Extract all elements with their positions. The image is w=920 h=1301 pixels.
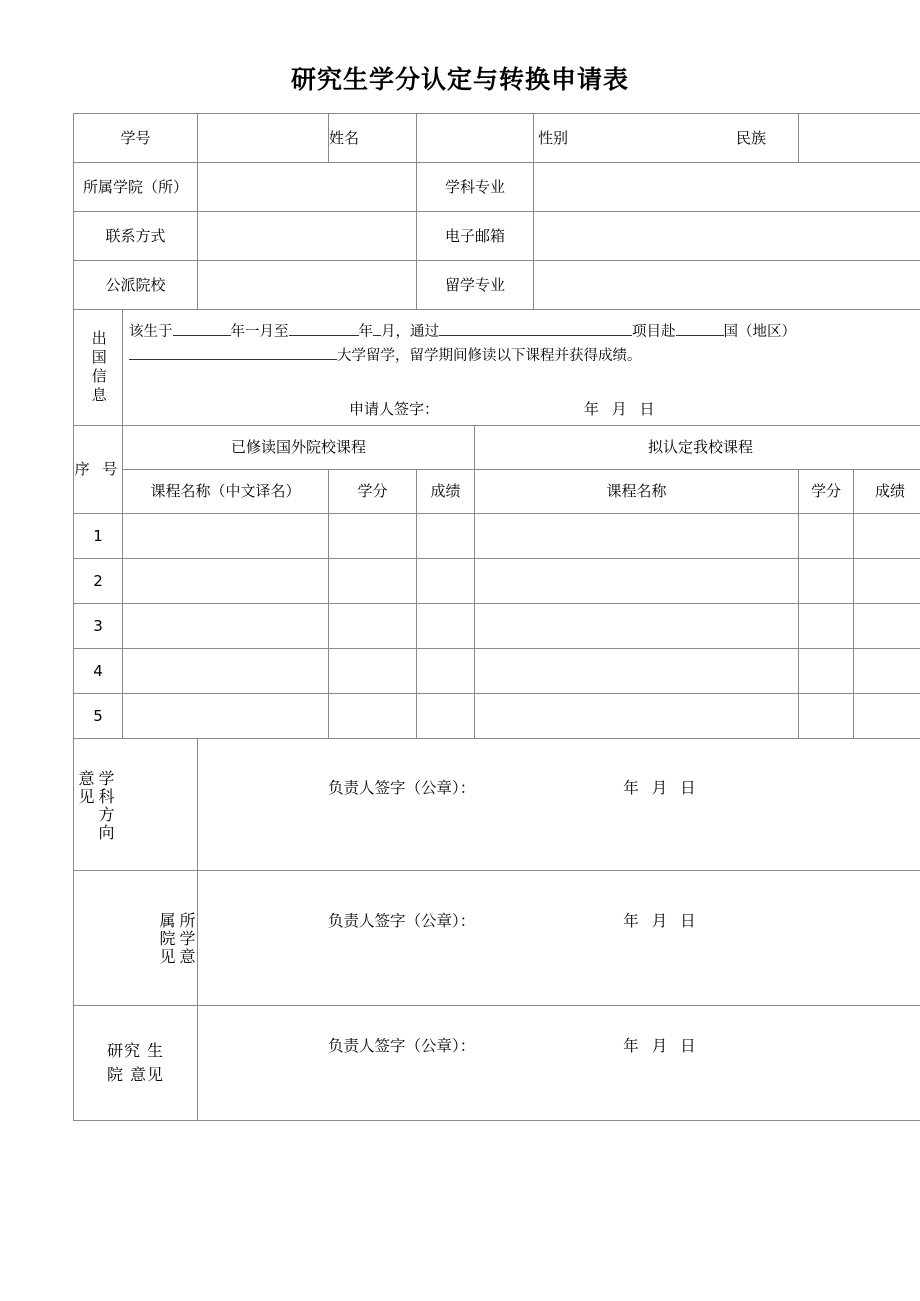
course-row-foreign-grade[interactable] xyxy=(417,514,475,559)
approval-graduate-school-signature-label: 负责人签字（公章）： xyxy=(328,1037,476,1056)
abroad-blank-university[interactable] xyxy=(129,345,337,361)
course-row-home-name[interactable] xyxy=(475,649,799,694)
abroad-text-5: 项目赴 xyxy=(632,323,676,340)
course-row-home-name[interactable] xyxy=(475,694,799,739)
label-abroad-info-text: 出国信息 xyxy=(89,329,108,406)
course-row-foreign-credit[interactable] xyxy=(329,559,417,604)
header-home-grade: 成绩 xyxy=(854,470,920,514)
info-row-identity xyxy=(74,114,920,163)
value-student-id[interactable] xyxy=(198,114,329,163)
abroad-text-1: 该生于 xyxy=(129,323,173,340)
approval-graduate-school-row xyxy=(74,1006,920,1121)
label-graduate-school-line2: 院 意见 xyxy=(106,1065,165,1084)
course-row-home-grade[interactable] xyxy=(854,559,920,604)
label-sponsor-school: 公派院校 xyxy=(74,261,198,310)
approval-college-date[interactable]: 年 月 日 xyxy=(623,912,700,931)
label-discipline-major: 学科专业 xyxy=(417,163,534,212)
course-row-seq: 2 xyxy=(74,559,123,604)
value-ethnicity[interactable] xyxy=(799,114,920,163)
course-group-header-row xyxy=(74,426,920,470)
cell-gender-ethnicity xyxy=(534,114,799,163)
value-student-name[interactable] xyxy=(417,114,534,163)
abroad-blank-end-month[interactable] xyxy=(373,320,381,336)
info-row-sponsor-school xyxy=(74,261,920,310)
course-row-foreign-grade[interactable] xyxy=(417,649,475,694)
label-college-opinion-left: 属院见 xyxy=(157,912,177,966)
label-email: 电子邮箱 xyxy=(417,212,534,261)
abroad-blank-country[interactable] xyxy=(676,320,724,336)
course-row-home-grade[interactable] xyxy=(854,649,920,694)
label-graduate-school-opinion xyxy=(74,1006,198,1121)
value-college[interactable] xyxy=(198,163,417,212)
approval-graduate-school-content[interactable] xyxy=(198,1006,920,1121)
course-sub-header-row xyxy=(74,470,920,514)
label-contact: 联系方式 xyxy=(74,212,198,261)
value-sponsor-school[interactable] xyxy=(198,261,417,310)
course-row-home-name[interactable] xyxy=(475,559,799,604)
course-row-home-name[interactable] xyxy=(475,604,799,649)
abroad-text-3: 年 xyxy=(358,323,373,340)
abroad-text-2: 年一月至 xyxy=(230,323,289,340)
abroad-blank-start-year[interactable] xyxy=(173,320,231,336)
header-foreign-course-name: 课程名称（中文译名） xyxy=(123,470,329,514)
label-discipline-opinion-left: 意见 xyxy=(76,769,95,806)
approval-discipline-date[interactable]: 年 月 日 xyxy=(623,778,700,797)
course-row-seq: 1 xyxy=(74,514,123,559)
label-graduate-school-line1: 研究 生 xyxy=(106,1041,165,1060)
label-ethnicity: 民族 xyxy=(736,128,767,147)
table-row xyxy=(74,649,920,694)
course-row-foreign-name[interactable] xyxy=(123,649,329,694)
value-overseas-major[interactable] xyxy=(534,261,920,310)
course-row-home-grade[interactable] xyxy=(854,694,920,739)
abroad-text-6: 国（地区） xyxy=(723,323,796,340)
course-row-seq: 4 xyxy=(74,649,123,694)
info-row-contact xyxy=(74,212,920,261)
course-row-seq: 3 xyxy=(74,604,123,649)
abroad-text-4: 月，通过 xyxy=(381,323,439,340)
course-row-foreign-name[interactable] xyxy=(123,694,329,739)
label-student-name: 姓名 xyxy=(329,114,417,163)
course-row-home-credit[interactable] xyxy=(799,604,854,649)
table-row xyxy=(74,559,920,604)
header-home-course-name: 课程名称 xyxy=(475,470,799,514)
course-row-home-name[interactable] xyxy=(475,514,799,559)
approval-college-footer xyxy=(198,911,920,932)
label-college-opinion xyxy=(74,871,198,1006)
info-row-college xyxy=(74,163,920,212)
course-row-foreign-name[interactable] xyxy=(123,559,329,604)
course-row-foreign-credit[interactable] xyxy=(329,649,417,694)
course-row-seq: 5 xyxy=(74,694,123,739)
course-row-foreign-credit[interactable] xyxy=(329,694,417,739)
page-title: 研究生学分认定与转换申请表 xyxy=(290,65,629,94)
header-foreign-grade: 成绩 xyxy=(417,470,475,514)
applicant-signature-date[interactable]: 年 月 日 xyxy=(584,400,659,419)
table-row xyxy=(74,604,920,649)
label-overseas-major: 留学专业 xyxy=(417,261,534,310)
abroad-sentence-line1 xyxy=(129,320,920,345)
table-row xyxy=(74,694,920,739)
applicant-signature-line xyxy=(129,399,920,419)
approval-discipline-content[interactable] xyxy=(198,739,920,871)
course-row-foreign-grade[interactable] xyxy=(417,559,475,604)
course-row-foreign-grade[interactable] xyxy=(417,694,475,739)
approval-graduate-school-footer xyxy=(198,1036,920,1057)
approval-discipline-signature-label: 负责人签字（公章）： xyxy=(328,778,476,797)
value-email[interactable] xyxy=(534,212,920,261)
approval-graduate-school-date[interactable]: 年 月 日 xyxy=(623,1037,700,1056)
approval-discipline-footer xyxy=(198,778,920,799)
approval-college-row xyxy=(74,871,920,1006)
value-contact[interactable] xyxy=(198,212,417,261)
header-foreign-credit: 学分 xyxy=(329,470,417,514)
course-row-foreign-credit[interactable] xyxy=(329,514,417,559)
course-row-foreign-credit[interactable] xyxy=(329,604,417,649)
label-college: 所属学院（所） xyxy=(74,163,198,212)
course-row-home-credit[interactable] xyxy=(799,694,854,739)
course-row-home-credit[interactable] xyxy=(799,649,854,694)
label-college-opinion-right: 所学意 xyxy=(177,912,197,966)
course-group-home-header: 拟认定我校课程 xyxy=(475,426,920,470)
label-discipline-opinion-right: 学科方向 xyxy=(96,769,115,842)
label-abroad-info xyxy=(74,310,123,426)
abroad-text-7: 大学留学，留学期间修读以下课程并获得成绩。 xyxy=(337,348,642,365)
course-row-home-grade[interactable] xyxy=(854,604,920,649)
abroad-sentence-line2 xyxy=(129,344,920,369)
course-group-foreign-header: 已修读国外院校课程 xyxy=(123,426,475,470)
table-row xyxy=(74,514,920,559)
abroad-blank-end-year[interactable] xyxy=(289,320,359,336)
applicant-signature-label: 申请人签字： xyxy=(349,400,440,419)
approval-college-content[interactable] xyxy=(198,871,920,1006)
course-row-foreign-name[interactable] xyxy=(123,514,329,559)
label-student-id: 学号 xyxy=(74,114,198,163)
course-row-home-credit[interactable] xyxy=(799,514,854,559)
value-discipline-major[interactable] xyxy=(534,163,920,212)
abroad-info-row xyxy=(74,310,920,426)
course-row-foreign-name[interactable] xyxy=(123,604,329,649)
abroad-blank-program[interactable] xyxy=(439,320,632,336)
course-row-home-credit[interactable] xyxy=(799,559,854,604)
approval-discipline-row xyxy=(74,739,920,871)
course-row-foreign-grade[interactable] xyxy=(417,604,475,649)
abroad-info-content xyxy=(123,310,920,426)
header-home-credit: 学分 xyxy=(799,470,854,514)
course-row-home-grade[interactable] xyxy=(854,514,920,559)
label-gender: 性别 xyxy=(538,128,569,147)
application-form-table xyxy=(73,113,920,1121)
approval-college-signature-label: 负责人签字（公章）： xyxy=(328,912,476,931)
label-discipline-opinion xyxy=(74,739,198,871)
course-seq-header: 序 号 xyxy=(74,426,123,514)
